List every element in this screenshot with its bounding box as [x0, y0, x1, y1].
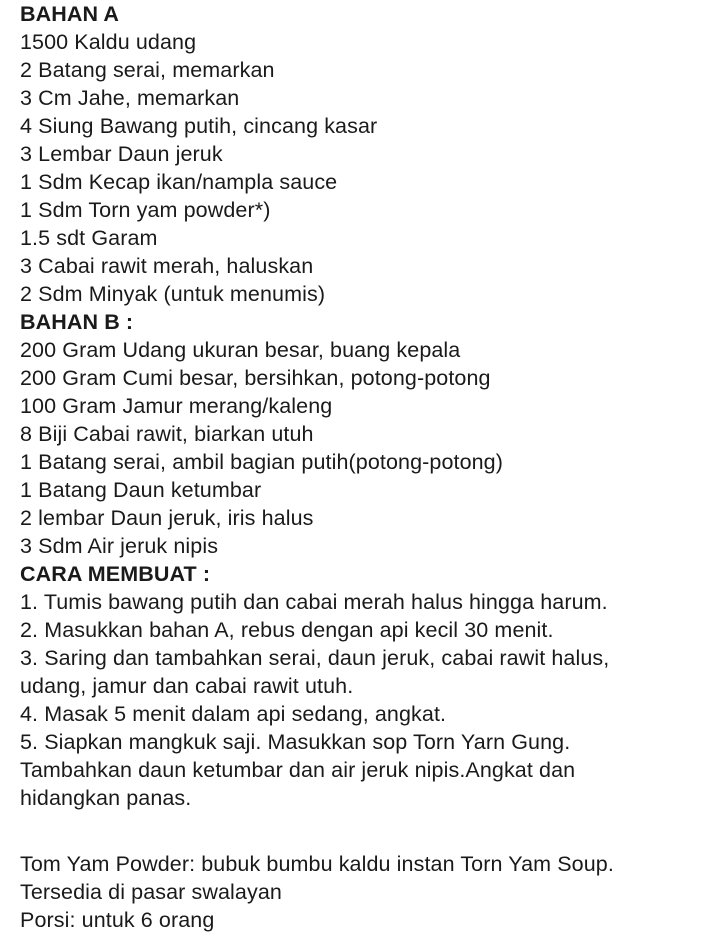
ingredient-item: 1 Batang Daun ketumbar: [20, 478, 262, 502]
spacer: [20, 840, 720, 850]
note-line: Porsi: untuk 6 orang: [20, 908, 215, 932]
ingredient-item: 8 Biji Cabai rawit, biarkan utuh: [20, 422, 314, 446]
ingredient-item: 3 Cabai rawit merah, haluskan: [20, 254, 314, 278]
ingredient-item: 1500 Kaldu udang: [20, 30, 197, 54]
ingredient-item: 4 Siung Bawang putih, cincang kasar: [20, 114, 378, 138]
ingredient-item: 3 Sdm Air jeruk nipis: [20, 534, 219, 558]
bahan-b-list: [20, 336, 720, 560]
instructions: [20, 588, 720, 812]
note-line: Tersedia di pasar swalayan: [20, 880, 282, 904]
instruction-line: 3. Saring dan tambahkan serai, daun jeruk, cabai rawit halus,: [20, 646, 610, 670]
ingredient-item: 2 lembar Daun jeruk, iris halus: [20, 506, 314, 530]
instruction-line: 4. Masak 5 menit dalam api sedang, angkat.: [20, 702, 447, 726]
ingredient-item: 1.5 sdt Garam: [20, 226, 158, 250]
note-line: Tom Yam Powder: bubuk bumbu kaldu instan Torn Yam Soup.: [20, 852, 614, 876]
ingredient-item: 3 Lembar Daun jeruk: [20, 142, 223, 166]
cara-membuat-heading: CARA MEMBUAT :: [20, 562, 211, 586]
notes: [20, 850, 720, 934]
ingredient-item: 2 Sdm Minyak (untuk menumis): [20, 282, 326, 306]
ingredient-item: 200 Gram Cumi besar, bersihkan, potong-potong: [20, 366, 491, 390]
ingredient-item: 1 Batang serai, ambil bagian putih(potong-potong): [20, 450, 504, 474]
spacer: [20, 812, 720, 840]
bahan-b-heading: BAHAN B :: [20, 310, 134, 334]
instruction-line: 2. Masukkan bahan A, rebus dengan api kecil 30 menit.: [20, 618, 554, 642]
bahan-a-heading: BAHAN A: [20, 2, 120, 26]
instruction-line: Tambahkan daun ketumbar dan air jeruk nipis.Angkat dan: [20, 758, 576, 782]
ingredient-item: 1 Sdm Kecap ikan/nampla sauce: [20, 170, 338, 194]
ingredient-item: 200 Gram Udang ukuran besar, buang kepala: [20, 338, 461, 362]
instruction-line: 1. Tumis bawang putih dan cabai merah halus hingga harum.: [20, 590, 608, 614]
ingredient-item: 2 Batang serai, memarkan: [20, 58, 275, 82]
ingredient-item: 1 Sdm Torn yam powder*): [20, 198, 271, 222]
instruction-line: udang, jamur dan cabai rawit utuh.: [20, 674, 354, 698]
instruction-line: hidangkan panas.: [20, 786, 192, 810]
ingredient-item: 100 Gram Jamur merang/kaleng: [20, 394, 333, 418]
bahan-a-list: [20, 28, 720, 308]
instruction-line: 5. Siapkan mangkuk saji. Masukkan sop Torn Yarn Gung.: [20, 730, 571, 754]
ingredient-item: 3 Cm Jahe, memarkan: [20, 86, 240, 110]
